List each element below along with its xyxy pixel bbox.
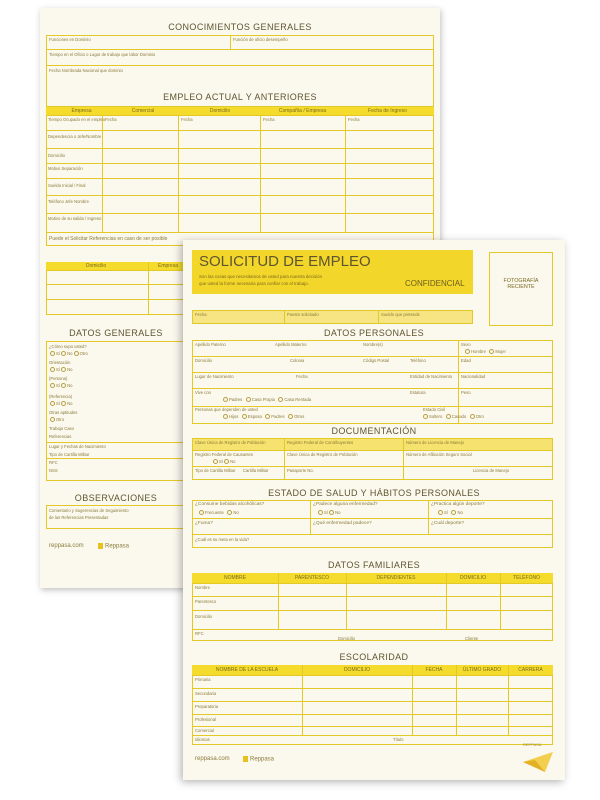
familiares-title: DATOS FAMILIARES (327, 560, 421, 570)
field-label: Función de oficio desempeño (233, 37, 288, 42)
observaciones-text: de las Referencias Presentadas (49, 515, 109, 520)
field-label: Lugar de Nacimiento (195, 374, 234, 379)
field-label: Registro Federal de Causantes (195, 452, 253, 457)
table-header: Domicilio (209, 108, 231, 114)
field-label: Vive con (195, 390, 211, 395)
option-row[interactable]: Sí No (438, 510, 463, 515)
table-header: NOMBRE (224, 575, 246, 581)
field-label: Colonia (290, 358, 305, 363)
table-header: CARRERA (518, 667, 543, 673)
option-row[interactable]: Sí No (318, 510, 340, 515)
documentacion-title: DOCUMENTACIÓN (331, 426, 417, 436)
field-label: Número de Afiliación Seguro Social (406, 452, 472, 457)
question-label: ¿Cuál deporte? (431, 521, 465, 526)
row-label: Dependencia o Jefe/Nombre (48, 134, 102, 139)
field-label: Edad (461, 358, 471, 363)
field-label: RFC (49, 460, 58, 465)
sexo-options[interactable]: Hombre Mujer (465, 349, 506, 354)
corner-brand: REPPASA (523, 742, 542, 747)
field-label: Entidad de Nacimiento (410, 374, 453, 379)
field-label: Sexo (461, 342, 471, 347)
field-label: Cartilla Militar (243, 468, 269, 473)
vive-options[interactable]: Padres Casa Propia Casa Rentada (223, 397, 311, 402)
row-label: RFC (195, 631, 204, 636)
field-label: ¿Cómo supo usted? (49, 344, 87, 349)
field-label: Teléfono (410, 358, 426, 363)
option-row: Otro (50, 417, 64, 422)
row-label: Sueldo Inicial / Final (48, 183, 86, 188)
row-label: Nombre (195, 585, 210, 590)
dependientes-options[interactable]: Hijos Esposa Padres Otros (223, 414, 304, 419)
confidencial-label: CONFIDENCIAL (405, 279, 465, 288)
row-label: Domicilio (48, 153, 65, 158)
table-header: Domicilio (85, 263, 107, 269)
table-header: FECHA (425, 667, 443, 673)
table-header: NOMBRE DE LA ESCUELA (215, 667, 279, 673)
observaciones-text: Comentario y Sugerencias de Seguimiento (49, 508, 129, 513)
field-label: Cliente (465, 636, 479, 641)
question-label: ¿Practica algún deporte? (431, 502, 485, 507)
table-header: PARENTESCO (294, 575, 330, 581)
top-fields-box (192, 310, 473, 324)
table-header: TELÉFONO (513, 575, 540, 581)
field-label: Tipo de Cartilla Militar (49, 452, 90, 457)
reppasa-logo-icon (243, 756, 248, 762)
row-label: Domicilio (195, 614, 212, 619)
row-label: Profesional (195, 717, 216, 722)
form-subtitle: que usted la forme necesaria para confiar con el trabajo. (199, 281, 309, 286)
footer-url: reppasa.com (195, 756, 230, 762)
row-label: Parentesco (195, 599, 217, 604)
refs-table (46, 270, 186, 315)
datos-generales-title: DATOS GENERALES (69, 328, 163, 338)
field-label: Nombre(s) (363, 342, 383, 347)
table-header: Compañía / Empresa (278, 108, 327, 114)
table-header: Fecha de Ingreso (368, 108, 407, 114)
row-label: Tiempo Ocupado en el empleo (48, 117, 106, 122)
field-label: Fecha Nombrada Nacional que dominio (49, 68, 123, 73)
field-label: Tiempo en el Oficio o Lugar de trabajo que labor Dominio (49, 52, 156, 57)
field-label: Fecha (296, 374, 308, 379)
reppasa-logo-icon (98, 543, 103, 549)
field-label: Sueldo que pretende (381, 312, 420, 317)
cell-label: Fecha (263, 117, 275, 122)
field-label: Funciones en Dominio (49, 37, 91, 42)
salud-title: ESTADO DE SALUD Y HÁBITOS PERSONALES (268, 488, 480, 498)
observaciones-title: OBSERVACIONES (74, 493, 158, 503)
option-row: Sí No (50, 383, 72, 388)
familiares-table (192, 583, 553, 641)
field-label: Código Postal (363, 358, 390, 363)
field-label: Otras aptitudes (49, 410, 78, 415)
table-header: Empresa (157, 263, 178, 269)
field-label: Personas que dependen de usted (195, 407, 258, 412)
question-label: ¿Qué enfermedad padece? (313, 521, 372, 526)
solicitud-empleo-page (183, 240, 565, 780)
footer-brand: Reppasa (243, 756, 274, 763)
field-label: Licencia de Manejo (473, 468, 510, 473)
table-header: DOMICILIO (343, 667, 371, 673)
field-label: Título (393, 737, 404, 742)
row-label: Preparatoria (195, 704, 219, 709)
row-label: Motivo Separación (48, 166, 83, 171)
form-subtitle: Son las cosas que necesitamos de usted para nuestra decisión (199, 274, 323, 279)
row-label: Primaria (195, 677, 211, 682)
option-row[interactable]: Frecuente No (199, 510, 239, 515)
empleo-title: EMPLEO ACTUAL Y ANTERIORES (163, 92, 317, 102)
field-label: Domicilio (195, 358, 212, 363)
question-label: ¿Consume bebidas alcohólicas? (195, 502, 265, 507)
field-label: Lugar y Fechas de Nacimiento (49, 444, 106, 449)
field-label: Puesto solicitado (287, 312, 319, 317)
corner-logo-icon (521, 748, 555, 774)
datos-personales-title: DATOS PERSONALES (323, 328, 425, 338)
cell-label: Fecha (105, 117, 117, 122)
option-row[interactable]: Sí No (213, 459, 235, 464)
field-label: Orientación (49, 360, 71, 365)
conocimientos-title: CONOCIMIENTOS GENERALES (168, 22, 312, 32)
row-label: Motivo de su salida / Ingreso (48, 216, 102, 221)
option-row: Sí No (50, 367, 72, 372)
field-label: Nacionalidad (461, 374, 486, 379)
field-label: Apellido Paterno (195, 342, 226, 347)
field-label: (Persona) (49, 376, 68, 381)
photo-label: FOTOGRAFÍA RECIENTE (503, 278, 539, 290)
empleo-table (46, 115, 434, 233)
escolaridad-title: ESCOLARIDAD (339, 652, 409, 662)
empleo-footer-note: Puede el Solicitar Referencias en caso de ser posible (49, 236, 168, 242)
question-label: ¿Padece alguna enfermedad? (313, 502, 378, 507)
form-title: SOLICITUD DE EMPLEO (199, 253, 371, 270)
field-label: Trabajo Caso (49, 426, 74, 431)
option-row: Sí No (50, 401, 72, 406)
field-label: Pasaporte No. (287, 468, 314, 473)
footer-url: reppasa.com (49, 543, 84, 549)
table-header: DOMICILIO (459, 575, 487, 581)
field-label: Clave Única de Registro de Población (287, 452, 358, 457)
field-label: (Referencia) (49, 394, 73, 399)
footer-brand: Reppasa (98, 543, 129, 550)
question-label: ¿Cuál es su meta en la vida? (195, 537, 250, 542)
field-label: Registro Federal de Contribuyentes (287, 440, 354, 445)
table-header: ÚLTIMO GRADO (462, 667, 502, 673)
field-label: NSS (49, 468, 58, 473)
option-row: Sí No Otro (50, 351, 88, 356)
field-label: Clave Única de Registro de Población (195, 440, 266, 445)
field-label: Tipo de Cartilla Militar (195, 468, 236, 473)
row-label: Comercial (195, 728, 214, 733)
field-label: Fecha (195, 312, 207, 317)
table-header: Comercial (131, 108, 155, 114)
cell-label: Fecha (348, 117, 360, 122)
row-label: Teléfono Jefe Nombre (48, 199, 89, 204)
table-header: DEPENDIENTES (376, 575, 416, 581)
field-label: Número de Licencia de Manejo (406, 440, 464, 445)
field-label: Domicilio (338, 636, 355, 641)
question-label: ¿Fuma? (195, 521, 213, 526)
field-label: Idiomas (195, 737, 210, 742)
field-label: Peso (461, 390, 471, 395)
cell-label: Fecha (181, 117, 193, 122)
row-label: Secundaria (195, 691, 217, 696)
field-label: Estatura (410, 390, 426, 395)
table-header: Empresa (71, 108, 92, 114)
field-label: Apellido Materno (275, 342, 307, 347)
field-label: Estado Civil (423, 407, 446, 412)
field-label: Referencias (49, 434, 72, 439)
estado-civil-options[interactable]: Soltero Casado Otro (423, 414, 484, 419)
